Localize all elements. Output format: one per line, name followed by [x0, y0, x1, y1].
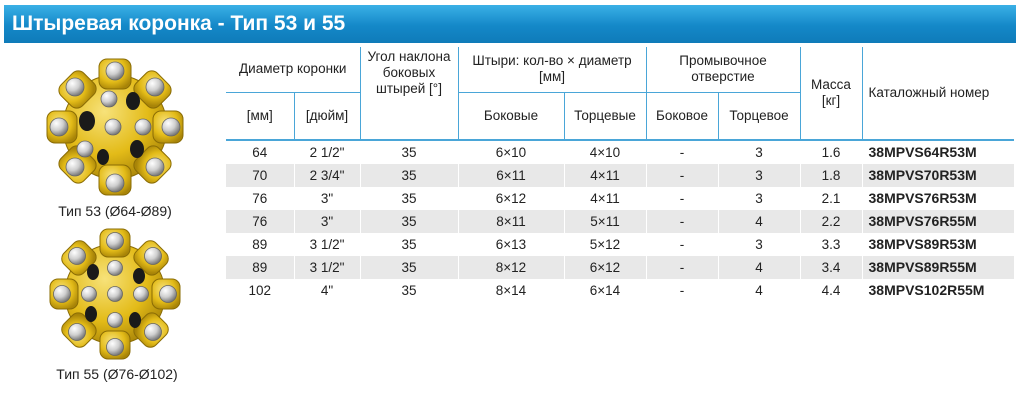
cell-flushing-side: - [646, 256, 718, 279]
bit-type-53-image [40, 52, 190, 202]
bit-type-55-image [40, 224, 190, 364]
cell-flushing-face: 3 [718, 233, 800, 256]
cell-buttons-side: 6×11 [458, 164, 564, 187]
header-buttons-side: Боковые [458, 92, 564, 140]
cell-mass: 2.1 [800, 187, 862, 210]
cell-catalog: 38MPVS89R53M [868, 236, 977, 252]
cell-flushing-face: 3 [718, 164, 800, 187]
cell-flushing-side: - [646, 164, 718, 187]
cell-diameter-inch: 2 3/4" [294, 164, 360, 187]
cell-buttons-side: 8×12 [458, 256, 564, 279]
cell-flushing-side: - [646, 279, 718, 302]
cell-buttons-face: 4×11 [564, 187, 646, 210]
cell-catalog: 38MPVS70R53M [862, 164, 1014, 187]
cell-flushing-side: - [646, 187, 718, 210]
cell-mass: 1.6 [800, 140, 862, 164]
cell-diameter-mm: 70 [226, 164, 294, 187]
cell-buttons-side: 6×10 [458, 140, 564, 164]
cell-flushing-side: - [646, 140, 718, 164]
table-row [226, 140, 1014, 164]
cell-catalog: 38MPVS76R55M [862, 210, 1014, 233]
cell-mass: 3.3 [800, 233, 862, 256]
cell-diameter-mm: 76 [226, 187, 294, 210]
header-buttons-face: Торцевые [564, 92, 646, 140]
cell-diameter-mm: 76 [226, 210, 294, 233]
table-row [226, 210, 1014, 233]
cell-buttons-face: 4×10 [564, 140, 646, 164]
table-row [226, 233, 1014, 256]
header-angle: Угол наклона боковых штырей [°] [360, 47, 458, 140]
header-buttons: Штыри: кол-во × диаметр [мм] [458, 47, 646, 92]
table-row [226, 256, 1014, 279]
cell-catalog: 38MPVS64R53M [862, 140, 1014, 164]
cell-diameter-mm: 102 [226, 279, 294, 302]
header-diameter: Диаметр коронки [226, 47, 360, 92]
header-diameter-inch: [дюйм] [294, 92, 360, 140]
page-title: Штыревая коронка - Тип 53 и 55 [4, 5, 1016, 43]
cell-diameter-mm: 64 [226, 140, 294, 164]
cell-angle: 35 [360, 210, 458, 233]
table-row [226, 279, 1014, 302]
cell-mass: 4.4 [800, 279, 862, 302]
cell-buttons-face: 6×12 [564, 256, 646, 279]
table-row [226, 164, 1014, 187]
cell-diameter-inch: 2 1/2" [294, 140, 360, 164]
cell-buttons-face: 4×11 [564, 164, 646, 187]
cell-angle: 35 [360, 233, 458, 256]
cell-flushing-face: 3 [718, 187, 800, 210]
cell-diameter-inch: 3" [294, 187, 360, 210]
cell-catalog: 38MPVS102R55M [868, 282, 985, 298]
bit-type-55-caption: Тип 55 (Ø76-Ø102) [56, 366, 178, 382]
cell-diameter-inch: 4" [294, 279, 360, 302]
cell-flushing-face: 4 [718, 210, 800, 233]
cell-catalog: 38MPVS89R55M [862, 256, 1014, 279]
header-mass: Масса [кг] [800, 47, 862, 140]
cell-buttons-side: 8×14 [458, 279, 564, 302]
cell-flushing-side: - [646, 233, 718, 256]
table-row [226, 187, 1014, 210]
cell-buttons-side: 6×12 [458, 187, 564, 210]
cell-angle: 35 [360, 164, 458, 187]
cell-angle: 35 [360, 187, 458, 210]
cell-angle: 35 [360, 279, 458, 302]
header-flushing: Промывочное отверстие [646, 47, 800, 92]
header-flushing-side: Боковое [646, 92, 718, 140]
header-catalog: Каталожный номер [862, 47, 1014, 140]
cell-flushing-face: 4 [718, 279, 800, 302]
cell-flushing-side: - [646, 210, 718, 233]
cell-buttons-face: 6×14 [564, 279, 646, 302]
spec-table [226, 47, 1014, 302]
cell-buttons-face: 5×12 [564, 233, 646, 256]
cell-mass: 3.4 [800, 256, 862, 279]
header-flushing-face: Торцевое [718, 92, 800, 140]
cell-buttons-side: 8×11 [458, 210, 564, 233]
header-diameter-mm: [мм] [226, 92, 294, 140]
cell-diameter-inch: 3 1/2" [294, 233, 360, 256]
cell-angle: 35 [360, 256, 458, 279]
cell-catalog: 38MPVS76R53M [868, 190, 977, 206]
cell-diameter-mm: 89 [226, 256, 294, 279]
cell-diameter-mm: 89 [226, 233, 294, 256]
cell-diameter-inch: 3" [294, 210, 360, 233]
cell-angle: 35 [360, 140, 458, 164]
cell-diameter-inch: 3 1/2" [294, 256, 360, 279]
cell-flushing-face: 4 [718, 256, 800, 279]
cell-flushing-face: 3 [718, 140, 800, 164]
cell-mass: 2.2 [800, 210, 862, 233]
cell-buttons-face: 5×11 [564, 210, 646, 233]
cell-mass: 1.8 [800, 164, 862, 187]
cell-buttons-side: 6×13 [458, 233, 564, 256]
bit-type-53-caption: Тип 53 (Ø64-Ø89) [58, 203, 172, 219]
